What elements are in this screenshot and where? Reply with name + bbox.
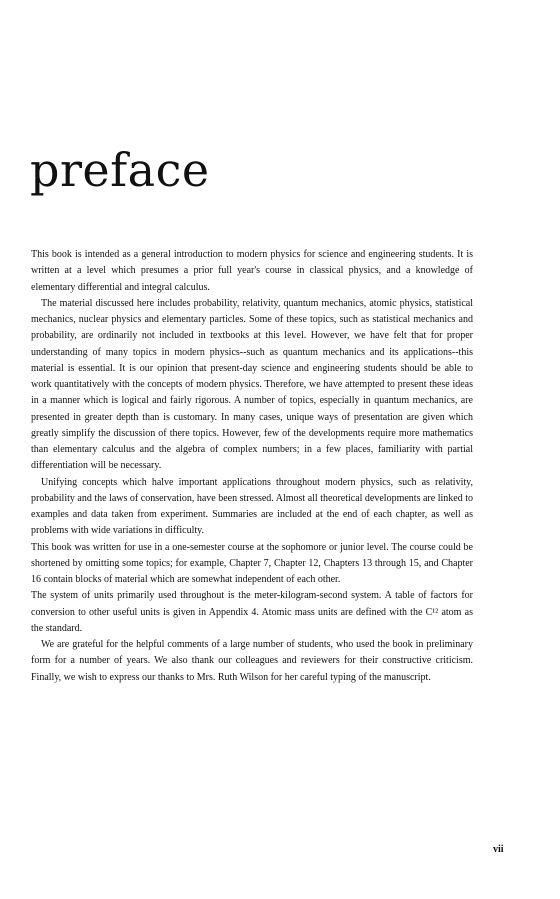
paragraph-intro: This book is intended as a general introduction to modern physics for science and engineering students. It is written at a level which presumes a prior full year's course in classical physics, and a knowledge of elementary differential and integral calculus. (31, 249, 473, 293)
page-number: vii (493, 844, 504, 855)
paragraph-course-use: This book was written for use in a one-semester course at the sophomore or junior level. The course could be shortened by omitting some topics; for example, Chapter 7, Chapter 12, Chapters 13 through 15, and Chapter 16 contain blocks of material which are somewhat independent of each other. (31, 541, 473, 585)
preface-body (31, 247, 473, 686)
paragraph-acknowledgments: We are grateful for the helpful comments of a large number of students, who used the book in preliminary form for a number of years. We also thank our colleagues and reviewers for their constructive criticism. Finally, we wish to express our thanks to Mrs. Ruth Wilson for her careful typing of the manuscript. (31, 639, 473, 683)
paragraph-unifying-concepts: Unifying concepts which halve important applications throughout modern physics, such as relativity, probability and the laws of conservation, have been stressed. Almost all theoretical developments are linked to examples and data taken from experiment. Summaries are included at the end of each chapter, as well as problems with wide variations in difficulty. (31, 476, 473, 537)
page-title: preface (30, 143, 210, 197)
paragraph-units: The system of units primarily used throughout is the meter-kilogram-second system. A table of factors for conversion to other useful units is given in Appendix 4. Atomic mass units are defined with the C¹² atom as the standard. (31, 590, 473, 634)
paragraph-material: The material discussed here includes probability, relativity, quantum mechanics, atomic physics, statistical mechanics, nuclear physics and elementary particles. Some of these topics, such as statistical mechanics and probability, are ordinarily not included in textbooks at this level. However, we have felt that for proper understanding of many topics in modern physics--such as quantum mechanics and its applications--this material is essential. It is our opinion that present-day science and engineering students should be able to work quantitatively with the concepts of modern physics. Therefore, we have attempted to present these ideas in a manner which is logical and fairly rigorous. A number of topics, especially in quantum mechanics, are presented in greater depth than is customary. In many cases, unique ways of presentation are given which greatly simplify the discussion of there topics. However, few of the developments require more mathematics than elementary calculus and the algebra of complex numbers; in a few places, familiarity with partial differentiation will be necessary. (31, 297, 473, 472)
